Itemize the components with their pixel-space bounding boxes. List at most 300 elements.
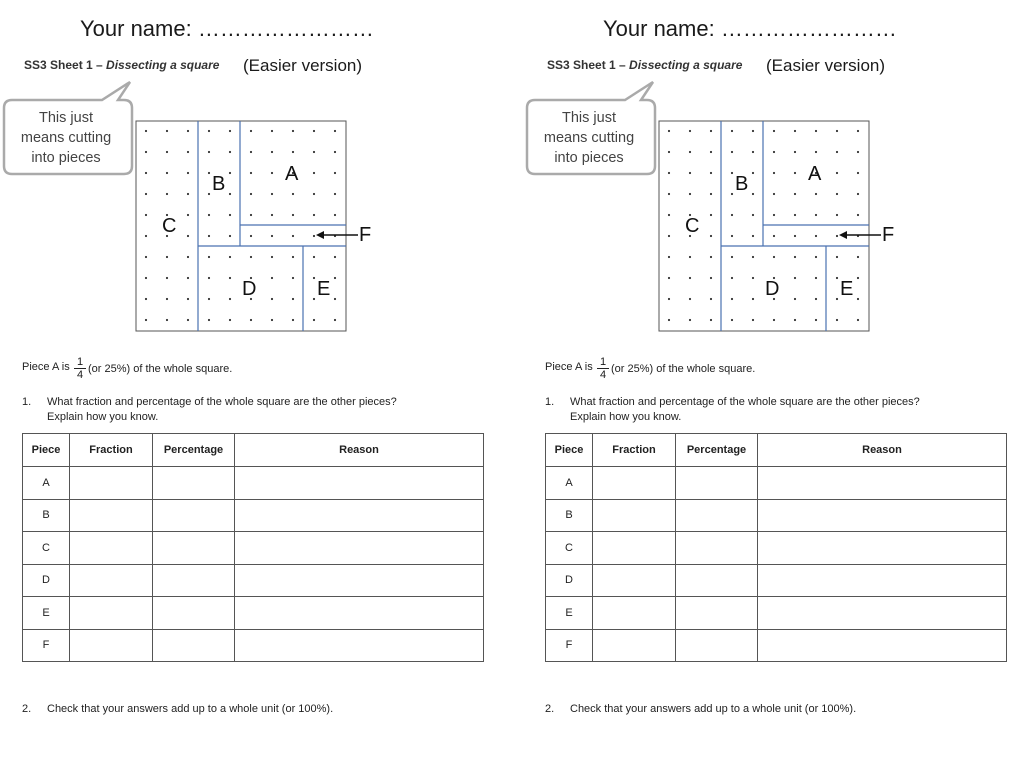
row-piece-label: D — [23, 564, 70, 597]
table-row — [546, 532, 1007, 565]
grid-dot — [145, 193, 147, 195]
percentage-cell[interactable] — [153, 532, 235, 565]
grid-dot — [292, 319, 294, 321]
grid-dot — [710, 298, 712, 300]
row-piece-label: B — [546, 499, 593, 532]
grid-dot — [752, 319, 754, 321]
grid-dot — [208, 172, 210, 174]
grid-dot — [292, 151, 294, 153]
grid-dot — [668, 256, 670, 258]
grid-dot — [689, 193, 691, 195]
callout-line: into pieces — [31, 150, 101, 166]
fraction-cell[interactable] — [70, 467, 153, 500]
grid-dot — [752, 214, 754, 216]
grid-dot — [271, 277, 273, 279]
callout-line: means cutting — [20, 130, 112, 146]
grid-dot — [208, 193, 210, 195]
grid-dot — [250, 151, 252, 153]
grid-dot — [292, 130, 294, 132]
grid-dot — [752, 277, 754, 279]
grid-dot — [857, 193, 859, 195]
grid-dot — [145, 298, 147, 300]
row-piece-label: E — [23, 597, 70, 630]
grid-dot — [752, 235, 754, 237]
grid-dot — [689, 319, 691, 321]
grid-dot — [313, 130, 315, 132]
header-fraction: Fraction — [593, 434, 676, 467]
grid-dot — [229, 130, 231, 132]
your-name-field[interactable]: Your name: …………………… — [603, 16, 897, 41]
grid-dot — [271, 235, 273, 237]
callout-line: into pieces — [554, 150, 624, 166]
grid-dot — [292, 256, 294, 258]
grid-dot — [794, 151, 796, 153]
grid-dot — [668, 298, 670, 300]
fraction-numerator: 1 — [597, 356, 609, 369]
grid-dot — [229, 235, 231, 237]
question-line: What fraction and percentage of the whole square are the other pieces? — [570, 396, 920, 408]
grid-dot — [334, 298, 336, 300]
grid-dot — [334, 256, 336, 258]
grid-dot — [794, 130, 796, 132]
your-name-field[interactable]: Your name: …………………… — [80, 16, 374, 41]
piece-label-b: B — [212, 173, 226, 195]
grid-dot — [773, 151, 775, 153]
grid-dot — [250, 214, 252, 216]
question-line: What fraction and percentage of the whole square are the other pieces? — [47, 396, 397, 408]
grid-dot — [710, 214, 712, 216]
grid-dot — [752, 298, 754, 300]
reason-cell[interactable] — [235, 499, 484, 532]
fraction-cell[interactable] — [70, 597, 153, 630]
grid-dot — [166, 130, 168, 132]
grid-dot — [334, 151, 336, 153]
grid-dot — [773, 130, 775, 132]
header-percentage: Percentage — [153, 434, 235, 467]
fraction-cell[interactable] — [70, 499, 153, 532]
fraction-cell[interactable] — [593, 564, 676, 597]
intro-suffix: (or 25%) of the whole square. — [611, 363, 756, 375]
question-text — [570, 395, 920, 425]
grid-dot — [857, 151, 859, 153]
grid-dot — [145, 235, 147, 237]
grid-dot — [836, 214, 838, 216]
grid-dot — [313, 319, 315, 321]
grid-dot — [208, 214, 210, 216]
row-piece-label: A — [546, 467, 593, 500]
reason-cell[interactable] — [758, 467, 1007, 500]
grid-dot — [857, 172, 859, 174]
percentage-cell[interactable] — [153, 629, 235, 662]
table-row — [546, 597, 1007, 630]
grid-dot — [334, 193, 336, 195]
question-number: 2. — [22, 703, 32, 715]
grid-dot — [229, 172, 231, 174]
grid-dot — [794, 298, 796, 300]
grid-dot — [187, 151, 189, 153]
grid-dot — [668, 319, 670, 321]
grid-dot — [250, 172, 252, 174]
header-reason: Reason — [758, 434, 1007, 467]
grid-dot — [710, 193, 712, 195]
grid-dot — [208, 256, 210, 258]
grid-dot — [145, 214, 147, 216]
callout-text — [529, 108, 649, 168]
grid-dot — [166, 256, 168, 258]
grid-dot — [145, 151, 147, 153]
grid-dot — [229, 298, 231, 300]
sheet-title-text: Dissecting a square — [629, 58, 743, 72]
grid-dot — [187, 130, 189, 132]
grid-dot — [187, 277, 189, 279]
fraction-cell[interactable] — [593, 597, 676, 630]
answer-table — [545, 433, 1007, 662]
grid-dot — [794, 235, 796, 237]
grid-dot — [250, 235, 252, 237]
grid-dot — [731, 193, 733, 195]
arrow-left-icon — [315, 228, 360, 242]
grid-dot — [815, 277, 817, 279]
piece-label-f: F — [882, 224, 895, 246]
table-row — [546, 629, 1007, 662]
grid-dot — [313, 151, 315, 153]
grid-dot — [668, 235, 670, 237]
grid-dot — [794, 172, 796, 174]
table-row — [23, 629, 484, 662]
fraction-denominator: 4 — [599, 369, 607, 381]
table-row — [23, 597, 484, 630]
grid-dot — [229, 277, 231, 279]
fraction-cell[interactable] — [593, 629, 676, 662]
grid-dot — [710, 172, 712, 174]
grid-dot — [313, 214, 315, 216]
reason-cell[interactable] — [758, 564, 1007, 597]
grid-dot — [187, 235, 189, 237]
percentage-cell[interactable] — [676, 629, 758, 662]
grid-dot — [271, 130, 273, 132]
reason-cell[interactable] — [758, 629, 1007, 662]
intro-suffix: (or 25%) of the whole square. — [88, 363, 233, 375]
reason-cell[interactable] — [235, 467, 484, 500]
grid-dot — [857, 256, 859, 258]
grid-dot — [710, 319, 712, 321]
grid-dot — [689, 256, 691, 258]
table-row — [23, 499, 484, 532]
fraction-cell[interactable] — [70, 629, 153, 662]
reason-cell[interactable] — [235, 629, 484, 662]
reason-cell[interactable] — [758, 532, 1007, 565]
grid-dot — [815, 256, 817, 258]
table-row — [23, 467, 484, 500]
fraction-denominator: 4 — [76, 369, 84, 381]
grid-dot — [815, 319, 817, 321]
grid-dot — [836, 319, 838, 321]
grid-dot — [815, 298, 817, 300]
grid-dot — [334, 172, 336, 174]
row-piece-label: C — [546, 532, 593, 565]
piece-label-e: E — [317, 278, 331, 300]
grid-dot — [752, 256, 754, 258]
grid-dot — [166, 151, 168, 153]
grid-dot — [166, 193, 168, 195]
question-text: Check that your answers add up to a whole unit (or 100%). — [47, 703, 334, 715]
header-reason: Reason — [235, 434, 484, 467]
grid-dot — [250, 193, 252, 195]
grid-dot — [271, 172, 273, 174]
callout-line: This just — [562, 110, 616, 126]
grid-dot — [689, 130, 691, 132]
fraction-one-quarter — [597, 356, 609, 381]
grid-dot — [731, 130, 733, 132]
grid-dot — [313, 277, 315, 279]
row-piece-label: E — [546, 597, 593, 630]
question-number: 1. — [545, 396, 555, 408]
grid-dot — [857, 298, 859, 300]
grid-dot — [166, 277, 168, 279]
row-piece-label: F — [23, 629, 70, 662]
grid-dot — [836, 151, 838, 153]
grid-dot — [752, 193, 754, 195]
grid-dot — [731, 172, 733, 174]
piece-label-d: D — [242, 278, 257, 300]
grid-dot — [145, 130, 147, 132]
grid-dot — [773, 235, 775, 237]
grid-dot — [794, 193, 796, 195]
percentage-cell[interactable] — [676, 499, 758, 532]
grid-dot — [229, 319, 231, 321]
grid-dot — [208, 151, 210, 153]
reason-cell[interactable] — [235, 532, 484, 565]
percentage-cell[interactable] — [676, 532, 758, 565]
grid-dot — [815, 214, 817, 216]
fraction-cell[interactable] — [593, 467, 676, 500]
grid-dot — [773, 319, 775, 321]
grid-dot — [731, 256, 733, 258]
fraction-numerator: 1 — [74, 356, 86, 369]
grid-dot — [668, 277, 670, 279]
grid-dot — [271, 151, 273, 153]
piece-label-c: C — [162, 215, 177, 237]
grid-dot — [710, 130, 712, 132]
grid-dot — [292, 298, 294, 300]
piece-label-f: F — [359, 224, 372, 246]
grid-dot — [145, 277, 147, 279]
percentage-cell[interactable] — [676, 597, 758, 630]
grid-dot — [668, 214, 670, 216]
grid-dot — [689, 277, 691, 279]
table-row — [23, 532, 484, 565]
callout-text — [6, 108, 126, 168]
fraction-cell[interactable] — [70, 532, 153, 565]
table-row — [23, 564, 484, 597]
grid-dot — [208, 277, 210, 279]
grid-dot — [815, 151, 817, 153]
table-row — [546, 499, 1007, 532]
percentage-cell[interactable] — [153, 597, 235, 630]
grid-dot — [208, 319, 210, 321]
grid-dot — [334, 214, 336, 216]
grid-dot — [815, 130, 817, 132]
grid-dot — [773, 256, 775, 258]
grid-dot — [334, 277, 336, 279]
grid-dot — [836, 277, 838, 279]
row-piece-label: A — [23, 467, 70, 500]
piece-label-c: C — [685, 215, 700, 237]
grid-dot — [292, 214, 294, 216]
question-text — [47, 395, 397, 425]
reason-cell[interactable] — [235, 597, 484, 630]
intro-prefix: Piece A is — [545, 361, 593, 373]
arrow-left-icon — [838, 228, 883, 242]
grid-dot — [187, 298, 189, 300]
piece-label-a: A — [285, 163, 299, 185]
grid-dot — [271, 214, 273, 216]
question-line: Explain how you know. — [47, 411, 159, 423]
grid-dot — [668, 172, 670, 174]
grid-dot — [773, 193, 775, 195]
grid-dot — [836, 256, 838, 258]
percentage-cell[interactable] — [676, 467, 758, 500]
grid-dot — [815, 235, 817, 237]
grid-dot — [166, 319, 168, 321]
sheet-code: SS3 Sheet 1 – — [24, 58, 107, 72]
sheet-code: SS3 Sheet 1 – — [547, 58, 630, 72]
header-percentage: Percentage — [676, 434, 758, 467]
percentage-cell[interactable] — [153, 467, 235, 500]
sheet-title-text: Dissecting a square — [106, 58, 220, 72]
grid-dot — [292, 277, 294, 279]
grid-dot — [731, 235, 733, 237]
version-label: (Easier version) — [243, 56, 363, 75]
grid-dot — [250, 130, 252, 132]
grid-dot — [689, 298, 691, 300]
header-piece: Piece — [546, 434, 593, 467]
grid-dot — [313, 172, 315, 174]
grid-dot — [208, 298, 210, 300]
grid-dot — [313, 298, 315, 300]
reason-cell[interactable] — [758, 499, 1007, 532]
grid-dot — [187, 172, 189, 174]
grid-dot — [857, 130, 859, 132]
reason-cell[interactable] — [758, 597, 1007, 630]
grid-dot — [292, 235, 294, 237]
grid-dot — [145, 256, 147, 258]
grid-dot — [773, 214, 775, 216]
grid-dot — [292, 193, 294, 195]
piece-label-a: A — [808, 163, 822, 185]
grid-dot — [731, 277, 733, 279]
piece-label-e: E — [840, 278, 854, 300]
sheet-title — [24, 58, 219, 72]
table-header-row — [546, 434, 1007, 467]
grid-dot — [731, 298, 733, 300]
fraction-cell[interactable] — [70, 564, 153, 597]
grid-dot — [166, 172, 168, 174]
grid-dot — [857, 277, 859, 279]
grid-dot — [187, 214, 189, 216]
callout-line: means cutting — [543, 130, 635, 146]
grid-dot — [773, 172, 775, 174]
question-number: 1. — [22, 396, 32, 408]
grid-dot — [208, 235, 210, 237]
grid-dot — [836, 298, 838, 300]
grid-dot — [271, 256, 273, 258]
question-line: Explain how you know. — [570, 411, 682, 423]
grid-dot — [271, 298, 273, 300]
grid-dot — [187, 256, 189, 258]
reason-cell[interactable] — [235, 564, 484, 597]
header-fraction: Fraction — [70, 434, 153, 467]
grid-dot — [229, 193, 231, 195]
question-text: Check that your answers add up to a whole unit (or 100%). — [570, 703, 857, 715]
grid-dot — [271, 193, 273, 195]
grid-dot — [857, 319, 859, 321]
table-header-row — [23, 434, 484, 467]
grid-dot — [794, 319, 796, 321]
worksheet-right — [523, 0, 1024, 768]
grid-dot — [752, 130, 754, 132]
grid-dot — [794, 277, 796, 279]
fraction-cell[interactable] — [593, 532, 676, 565]
percentage-cell[interactable] — [153, 499, 235, 532]
table-row — [546, 467, 1007, 500]
grid-dot — [710, 277, 712, 279]
piece-label-d: D — [765, 278, 780, 300]
intro-prefix: Piece A is — [22, 361, 70, 373]
grid-dot — [857, 214, 859, 216]
grid-dot — [334, 319, 336, 321]
grid-dot — [836, 130, 838, 132]
version-label: (Easier version) — [766, 56, 886, 75]
row-piece-label: B — [23, 499, 70, 532]
fraction-cell[interactable] — [593, 499, 676, 532]
grid-dot — [668, 151, 670, 153]
grid-dot — [229, 214, 231, 216]
grid-dot — [668, 130, 670, 132]
grid-dot — [731, 151, 733, 153]
grid-dot — [229, 256, 231, 258]
grid-dot — [187, 319, 189, 321]
percentage-cell[interactable] — [153, 564, 235, 597]
grid-dot — [250, 256, 252, 258]
grid-dot — [145, 172, 147, 174]
answer-table — [22, 433, 484, 662]
percentage-cell[interactable] — [676, 564, 758, 597]
grid-dot — [731, 319, 733, 321]
grid-dot — [250, 319, 252, 321]
grid-dot — [689, 151, 691, 153]
row-piece-label: F — [546, 629, 593, 662]
fraction-one-quarter — [74, 356, 86, 381]
grid-dot — [208, 130, 210, 132]
grid-dot — [752, 151, 754, 153]
grid-dot — [271, 319, 273, 321]
grid-dot — [710, 151, 712, 153]
piece-label-b: B — [735, 173, 749, 195]
grid-dot — [794, 214, 796, 216]
grid-dot — [145, 319, 147, 321]
grid-dot — [689, 172, 691, 174]
grid-dot — [794, 256, 796, 258]
grid-dot — [229, 151, 231, 153]
table-row — [546, 564, 1007, 597]
callout-line: This just — [39, 110, 93, 126]
grid-dot — [313, 193, 315, 195]
grid-dot — [752, 172, 754, 174]
grid-dot — [187, 193, 189, 195]
grid-dot — [815, 193, 817, 195]
row-piece-label: D — [546, 564, 593, 597]
